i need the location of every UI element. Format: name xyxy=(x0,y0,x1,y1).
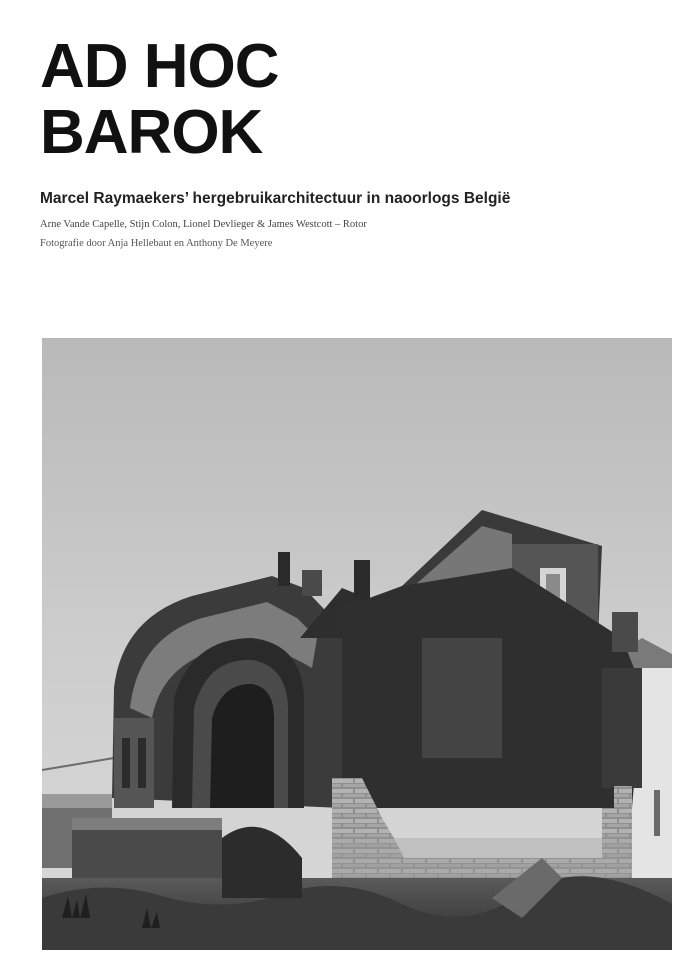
title-line-1: AD HOC xyxy=(40,32,279,101)
book-subtitle: Marcel Raymaekers’ hergebruikarchitectuur in naoorlogs België xyxy=(40,190,511,207)
photography-credits: Fotografie door Anja Hellebaut en Anthony De Meyere xyxy=(40,238,273,249)
cover-photograph xyxy=(42,338,672,950)
title-line-2: BAROK xyxy=(40,98,263,167)
author-credits: Arne Vande Capelle, Stijn Colon, Lionel Devlieger & James Westcott – Rotor xyxy=(40,219,367,230)
book-title xyxy=(40,34,279,166)
